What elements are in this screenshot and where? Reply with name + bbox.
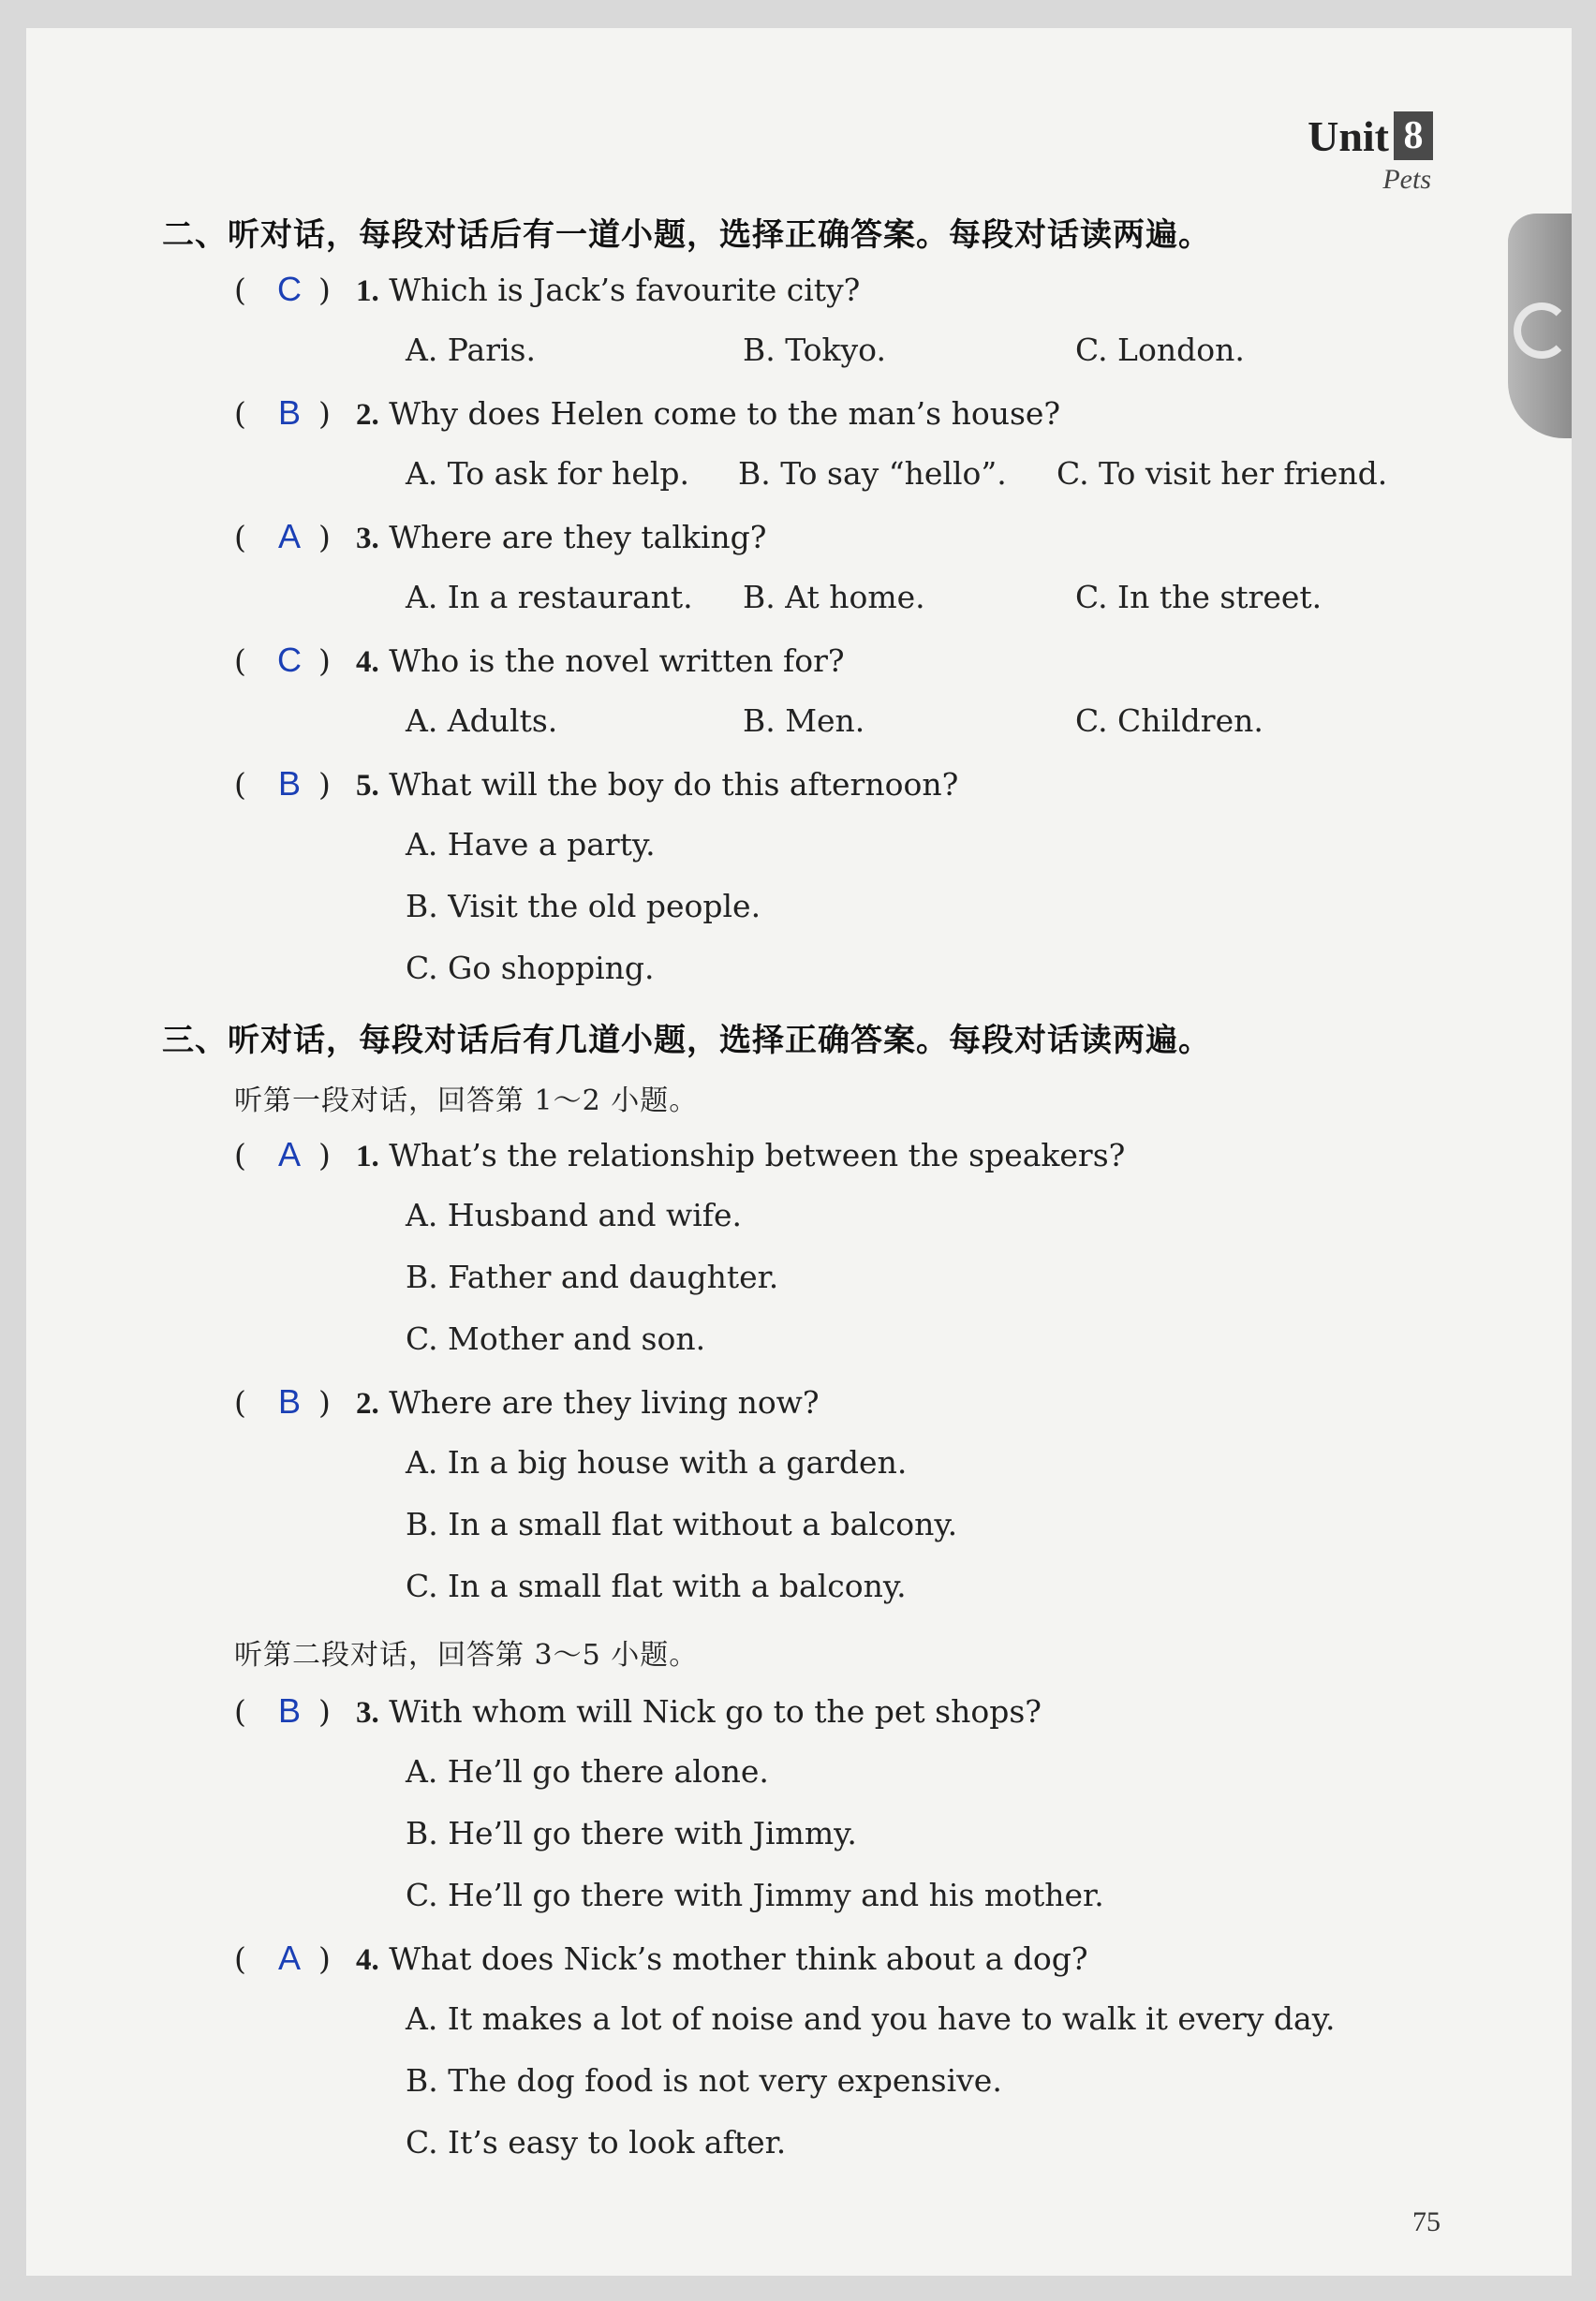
option-a: A. He’ll go there alone. [406, 1753, 769, 1790]
question-row: ( B ) 5. What will the boy do this afternoon? [234, 764, 959, 803]
question-row: ( C ) 1. Which is Jack’s favourite city? [234, 270, 861, 308]
unit-subtitle: Pets [1382, 164, 1431, 195]
unit-label: Unit [1308, 112, 1389, 160]
decorative-scroll-icon [1508, 214, 1572, 438]
question-row: ( B ) 2. Why does Helen come to the man’s house? [234, 393, 1061, 432]
option-c: C. London. [1075, 332, 1245, 368]
answer-mark: A [277, 1939, 301, 1977]
option-c: C. In a small flat with a balcony. [406, 1568, 907, 1604]
page-number: 75 [1412, 2206, 1441, 2237]
answer-mark: B [277, 764, 301, 803]
option-a: A. Paris. [406, 332, 536, 368]
answer-mark: B [277, 393, 301, 432]
option-c: C. In the street. [1075, 579, 1323, 615]
option-b: B. To say “hello”. [738, 455, 1007, 492]
answer-mark: C [277, 641, 302, 679]
part-2-title: 听第二段对话，回答第 3～5 小题。 [234, 1639, 699, 1672]
question-text: With whom will Nick go to the pet shops? [389, 1693, 1042, 1730]
question-row: ( A ) 3. Where are they talking? [234, 517, 767, 555]
option-b: B. Men. [743, 702, 865, 739]
question-row: ( A ) 4. What does Nick’s mother think about a dog? [234, 1939, 1088, 1977]
option-c: C. Mother and son. [406, 1320, 706, 1357]
answer-mark: B [277, 1382, 301, 1421]
option-c: C. He’ll go there with Jimmy and his mother. [406, 1877, 1104, 1913]
question-text: What will the boy do this afternoon? [389, 766, 959, 803]
option-c: C. It’s easy to look after. [406, 2124, 787, 2161]
question-number: 3. [356, 522, 379, 555]
question-text: Where are they talking? [389, 519, 767, 555]
question-row: ( A ) 1. What’s the relationship between the speakers? [234, 1135, 1126, 1173]
worksheet-page [26, 28, 1572, 2276]
question-text: Why does Helen come to the man’s house? [389, 395, 1061, 432]
answer-mark: B [277, 1691, 301, 1730]
option-b: B. Visit the old people. [406, 888, 761, 924]
question-number: 2. [356, 1387, 379, 1421]
part-1-title: 听第一段对话，回答第 1～2 小题。 [234, 1084, 699, 1117]
option-b: B. Father and daughter. [406, 1259, 779, 1295]
unit-number-badge: 8 [1394, 111, 1433, 160]
question-number: 2. [356, 398, 379, 432]
question-row: ( B ) 3. With whom will Nick go to the pet shops? [234, 1691, 1042, 1730]
answer-mark: A [277, 1135, 301, 1173]
option-a: A. Adults. [406, 702, 558, 739]
question-number: 1. [356, 274, 379, 308]
option-b: B. In a small flat without a balcony. [406, 1506, 958, 1542]
option-c: C. Go shopping. [406, 950, 655, 986]
option-a: A. In a big house with a garden. [406, 1444, 908, 1481]
question-text: Which is Jack’s favourite city? [389, 272, 861, 308]
section-3-title: 三、听对话，每段对话后有几道小题，选择正确答案。每段对话读两遍。 [162, 1022, 1211, 1059]
question-text: What’s the relationship between the speakers? [389, 1137, 1126, 1173]
question-text: Where are they living now? [389, 1384, 820, 1421]
option-b: B. He’ll go there with Jimmy. [406, 1815, 857, 1851]
option-a: A. In a restaurant. [406, 579, 693, 615]
option-a: A. It makes a lot of noise and you have to walk it every day. [406, 2000, 1336, 2037]
option-b: B. Tokyo. [743, 332, 886, 368]
question-number: 3. [356, 1696, 379, 1730]
question-text: Who is the novel written for? [389, 642, 845, 679]
question-number: 4. [356, 1943, 379, 1977]
question-number: 5. [356, 769, 379, 803]
option-a: A. Have a party. [406, 826, 656, 863]
option-a: A. To ask for help. [406, 455, 690, 492]
option-c: C. To visit her friend. [1057, 455, 1388, 492]
unit-header [1291, 98, 1572, 211]
option-b: B. The dog food is not very expensive. [406, 2062, 1002, 2099]
section-2-title: 二、听对话，每段对话后有一道小题，选择正确答案。每段对话读两遍。 [162, 216, 1211, 254]
question-text: What does Nick’s mother think about a dog? [389, 1940, 1088, 1977]
question-row: ( B ) 2. Where are they living now? [234, 1382, 820, 1421]
option-c: C. Children. [1075, 702, 1264, 739]
question-number: 4. [356, 645, 379, 679]
question-row: ( C ) 4. Who is the novel written for? [234, 641, 845, 679]
option-b: B. At home. [743, 579, 925, 615]
answer-mark: A [277, 517, 301, 555]
option-a: A. Husband and wife. [406, 1197, 743, 1233]
answer-mark: C [277, 270, 302, 308]
question-number: 1. [356, 1140, 379, 1173]
